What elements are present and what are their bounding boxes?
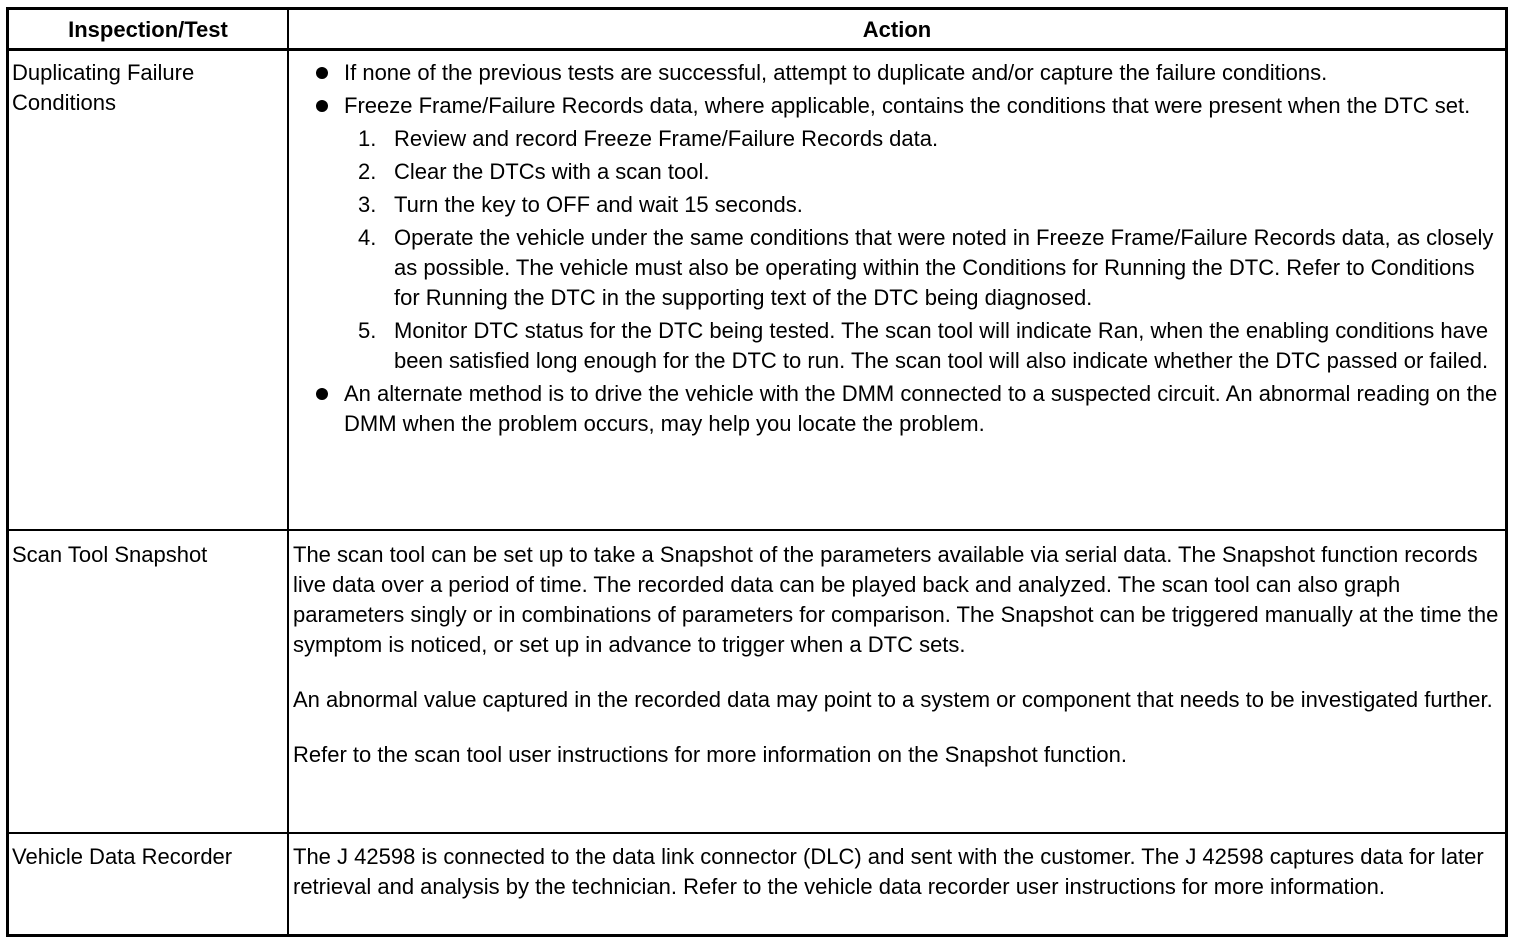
inspection-table (6, 7, 1508, 937)
row-snapshot-test: Scan Tool Snapshot (12, 542, 208, 567)
paragraph: Refer to the scan tool user instructions for more information on the Snapshot function. (293, 742, 1128, 767)
paragraph: The J 42598 is connected to the data link connector (DLC) and sent with the customer. The J 42598 captures data for later retrieval and analysis by the technician. Refer to the vehicle data recorder user instructions for more information. (293, 844, 1484, 899)
row-recorder-test: Vehicle Data Recorder (12, 844, 233, 869)
header-inspection-test: Inspection/Test (68, 17, 228, 42)
column-divider (287, 10, 289, 934)
row-divider (9, 529, 1505, 531)
bullet-dot-icon (316, 100, 328, 112)
row-duplicating-action (293, 58, 1505, 439)
step-item: 2. Clear the DTCs with a scan tool. (358, 159, 710, 184)
row-duplicating-test: Duplicating Failure Conditions (12, 60, 195, 115)
row-recorder-action (293, 842, 1505, 902)
bullet-item: An alternate method is to drive the vehicle with the DMM connected to a suspected circuit. An abnormal reading on the DMM when the problem occurs, may help you locate the problem. (293, 379, 1505, 439)
bullet-dot-icon (316, 388, 328, 400)
step-item: 3. Turn the key to OFF and wait 15 seconds. (358, 192, 803, 217)
step-item: 5. Monitor DTC status for the DTC being tested. The scan tool will indicate Ran, when the enabling conditions have been satisfied long enough for the DTC to run. The scan tool will also indicate whether the DTC passed or failed. (358, 318, 1489, 373)
bullet-dot-icon (316, 67, 328, 79)
row-divider (9, 832, 1505, 834)
paragraph: An abnormal value captured in the recorded data may point to a system or component that needs to be investigated further. (293, 687, 1493, 712)
row-snapshot-action (293, 540, 1505, 770)
header-action: Action (862, 17, 932, 42)
bullet-item: Freeze Frame/Failure Records data, where applicable, contains the conditions that were present when the DTC set. (293, 91, 1505, 121)
step-item: 4. Operate the vehicle under the same conditions that were noted in Freeze Frame/Failure Records data, as closely as possible. The vehicle must also be operating within the Conditions for Running the DTC. Refer to Conditions for Running the DTC in the supporting text of the DTC being diagnosed. (358, 225, 1494, 310)
step-item: 1. Review and record Freeze Frame/Failure Records data. (358, 126, 939, 151)
paragraph: The scan tool can be set up to take a Snapshot of the parameters available via serial data. The Snapshot function records live data over a period of time. The recorded data can be played back and analyzed. The scan tool can also graph parameters singly or in combinations of parameters for comparison. The Snapshot can be triggered manually at the time the symptom is noticed, or set up in advance to trigger when a DTC sets. (293, 542, 1499, 657)
bullet-item: If none of the previous tests are successful, attempt to duplicate and/or capture the failure conditions. (293, 58, 1505, 88)
